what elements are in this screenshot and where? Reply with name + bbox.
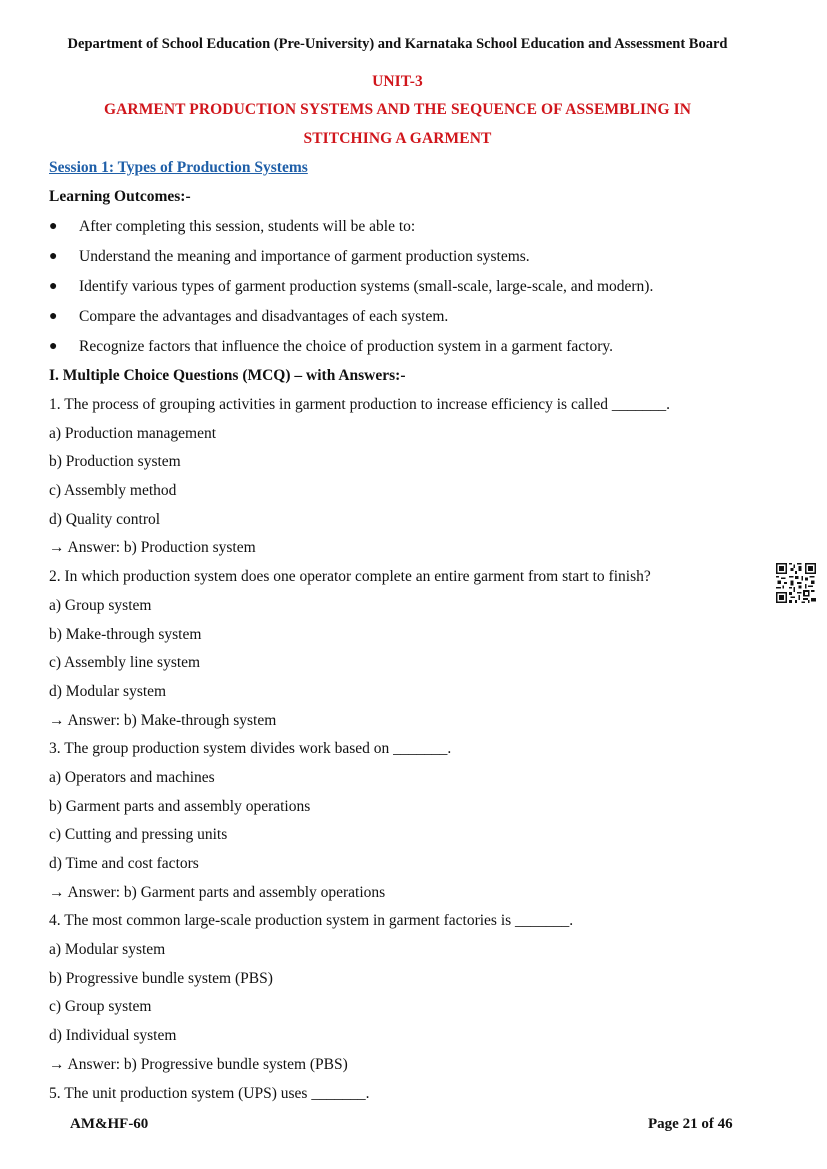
list-item — [49, 338, 769, 368]
option-line: d) Modular system — [49, 682, 167, 700]
learning-outcomes-list — [49, 218, 769, 368]
bullet-icon: ● — [49, 309, 58, 324]
unit-heading: UNIT-3 — [372, 73, 423, 90]
list-item — [49, 248, 769, 278]
option-line: b) Make-through system — [49, 625, 202, 643]
option-line: d) Time and cost factors — [49, 855, 199, 872]
option-line: b) Progressive bundle system (PBS) — [49, 969, 273, 987]
question-4: 4. The most common large-scale production system in garment factories is _______. — [49, 912, 574, 930]
option-line: b) Production system — [49, 453, 181, 471]
question-3: 3. The group production system divides work based on _______. — [49, 740, 452, 758]
option-line: a) Modular system — [49, 941, 166, 959]
list-item — [49, 308, 769, 338]
bullet-icon: ● — [49, 339, 58, 354]
question-1: 1. The process of grouping activities in garment production to increase efficiency is called _______. — [49, 396, 670, 413]
bullet-icon: ● — [49, 219, 58, 234]
option-line: d) Quality control — [49, 510, 161, 528]
mcq-list — [49, 396, 769, 1113]
answer-line: → Answer: b) Garment parts and assembly operations — [49, 883, 386, 901]
option-line: c) Group system — [49, 998, 152, 1016]
option-line: a) Operators and machines — [49, 768, 215, 786]
option-line: c) Cutting and pressing units — [49, 826, 228, 844]
option-line: a) Group system — [49, 596, 152, 614]
list-item-text: After completing this session, students will be able to: — [79, 218, 416, 235]
footer-code: AM&HF-60 — [70, 1116, 149, 1132]
qr-code-icon — [776, 563, 816, 603]
learning-outcomes-heading: Learning Outcomes:- — [49, 188, 191, 205]
unit-title-line-2: STITCHING A GARMENT — [303, 130, 492, 147]
option-line: c) Assembly line system — [49, 654, 201, 672]
session-heading: Session 1: Types of Production Systems — [49, 159, 308, 176]
answer-line: → Answer: b) Production system — [49, 539, 256, 557]
footer-page-number: Page 21 of 46 — [648, 1116, 733, 1132]
answer-line: → Answer: b) Progressive bundle system (PBS) — [49, 1055, 348, 1073]
list-item-text: Understand the meaning and importance of garment production systems. — [79, 248, 530, 265]
option-line: d) Individual system — [49, 1027, 177, 1045]
option-line: b) Garment parts and assembly operations — [49, 797, 311, 815]
list-item-text: Compare the advantages and disadvantages of each system. — [79, 308, 449, 325]
list-item-text: Identify various types of garment production systems (small-scale, large-scale, and modern). — [79, 278, 654, 295]
list-item-text: Recognize factors that influence the choice of production system in a garment factory. — [79, 338, 613, 355]
option-line: c) Assembly method — [49, 482, 177, 500]
mcq-heading: I. Multiple Choice Questions (MCQ) – with Answers:- — [49, 367, 406, 384]
unit-title-line-1: GARMENT PRODUCTION SYSTEMS AND THE SEQUENCE OF ASSEMBLING IN — [103, 101, 692, 118]
answer-line: → Answer: b) Make-through system — [49, 711, 277, 729]
bullet-icon: ● — [49, 249, 58, 264]
list-item — [49, 218, 769, 248]
bullet-icon: ● — [49, 279, 58, 294]
page-header: Department of School Education (Pre-University) and Karnataka School Education and Assessment Board — [67, 36, 728, 52]
question-5: 5. The unit production system (UPS) uses _______. — [49, 1084, 370, 1102]
question-2: 2. In which production system does one operator complete an entire garment from start to finish? — [49, 568, 651, 586]
option-line: a) Production management — [49, 424, 217, 442]
list-item — [49, 278, 769, 308]
